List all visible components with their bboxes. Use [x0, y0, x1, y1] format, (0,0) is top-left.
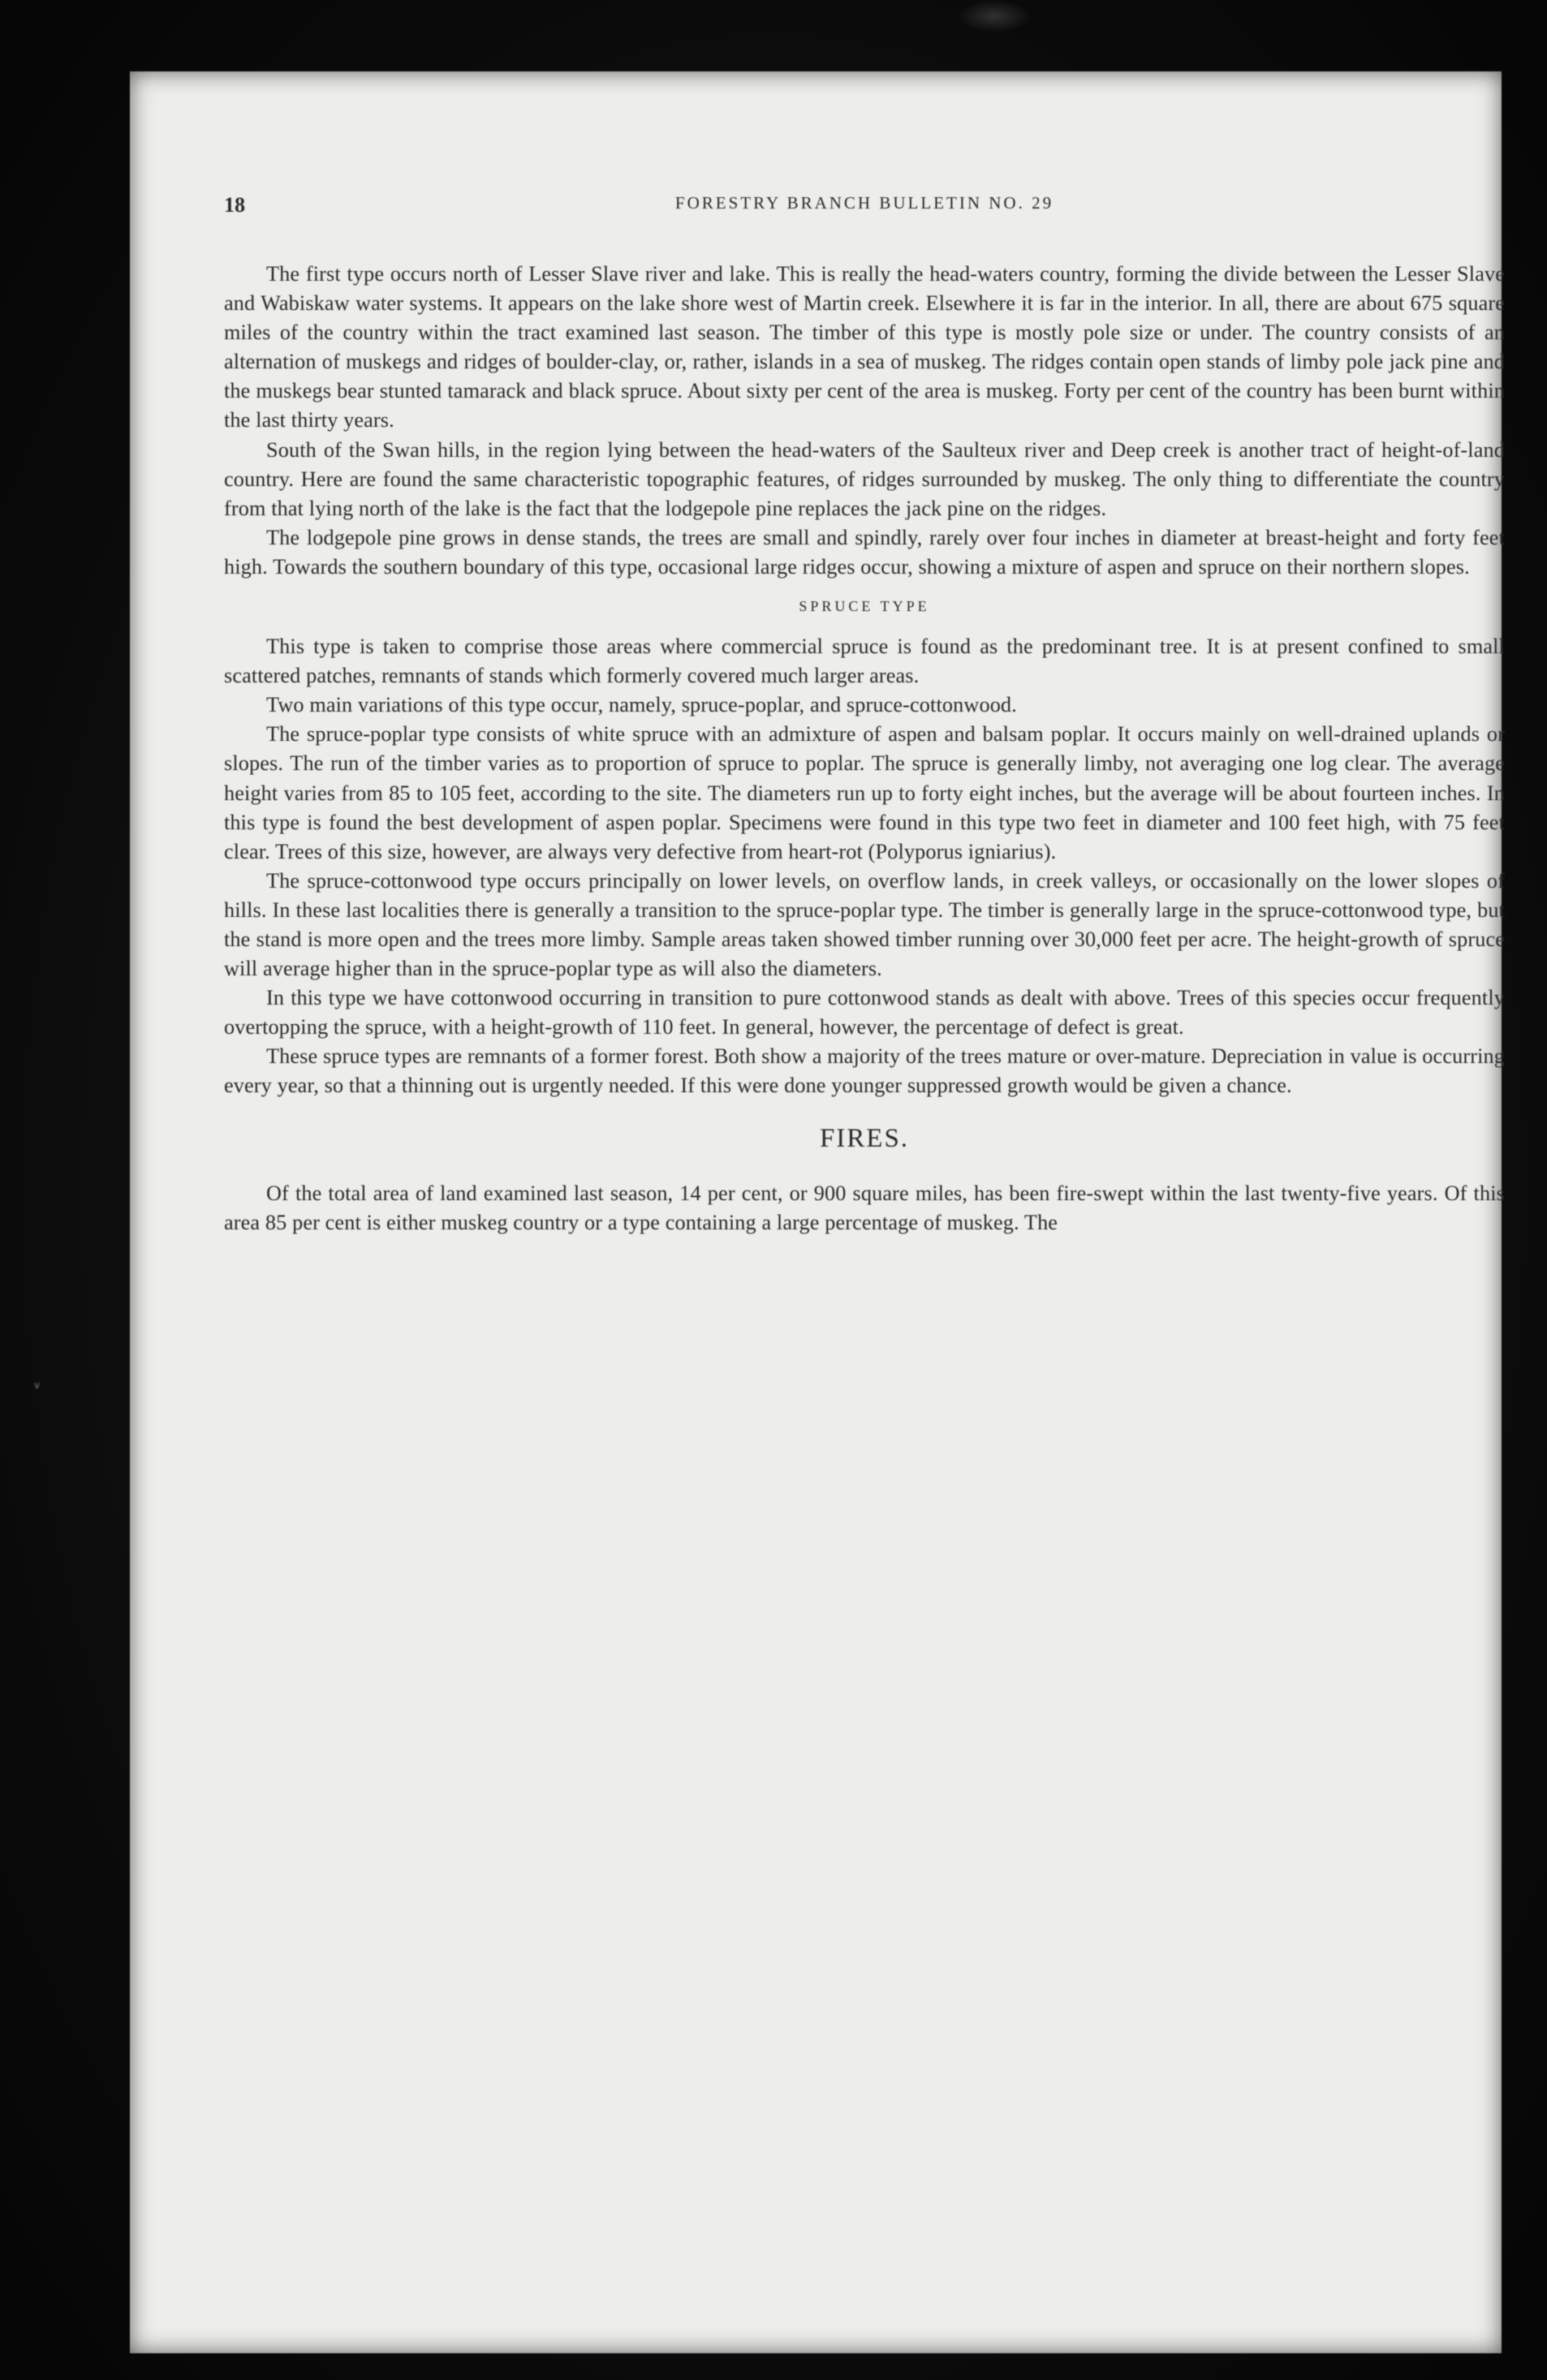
paragraph: The spruce-poplar type consists of white spruce with an admixture of aspen and balsam poplar. It occurs mainly on well-drained uplands or slopes. The run of the timber varies as to proportion of spruce to poplar. The spruce is generally limby, not averaging one log clear. The average height varies from 85 to 105 feet, according to the site. The diameters run up to forty eight inches, but the average will be about fourteen inches. In this type is found the best development of aspen poplar. Specimens were found in this type two feet in diameter and 100 feet high, with 75 feet clear. Trees of this size, however, are always very defective from heart-rot (Polyporus igniarius). [224, 722, 1505, 863]
paragraph: The first type occurs north of Lesser Slave river and lake. This is really the head-waters country, forming the divide between the Lesser Slave and Wabiskaw water systems. It appears on the lake shore west of Martin creek. Elsewhere it is far in the interior. In all, there are about 675 square miles of the country within the tract examined last season. The timber of this type is mostly pole size or under. The country consists of an alternation of muskegs and ridges of boulder-clay, or, rather, islands in a sea of muskeg. The ridges contain open stands of limby pole jack pine and the muskegs bear stunted tamarack and black spruce. About sixty per cent of the area is muskeg. Forty per cent of the country has been burnt within the last thirty years. [224, 262, 1505, 433]
paragraph: In this type we have cottonwood occurring in transition to pure cottonwood stands as dealt with above. Trees of this species occur frequently overtopping the spruce, with a height-growth of 110 feet. In general, however, the percentage of defect is great. [224, 986, 1505, 1039]
paragraph: This type is taken to comprise those areas where commercial spruce is found as the predominant tree. It is at present confined to small scattered patches, remnants of stands which formerly covered much larger areas. [224, 635, 1505, 688]
body-text [224, 260, 1505, 1237]
paragraph: Of the total area of land examined last season, 14 per cent, or 900 square miles, has been fire-swept within the last twenty-five years. Of this area 85 per cent is either muskeg country or a type containing a large percentage of muskeg. The [224, 1181, 1505, 1234]
page-number: 18 [224, 193, 245, 217]
paragraph: The lodgepole pine grows in dense stands, the trees are small and spindly, rarely over four inches in diameter at breast-height and forty feet high. Towards the southern boundary of this type, occasional large ridges occur, showing a mixture of aspen and spruce on their northern slopes. [224, 525, 1505, 579]
paragraph: These spruce types are remnants of a former forest. Both show a majority of the trees mature or over-mature. Depreciation in value is occurring every year, so that a thinning out is urgently needed. If this were done younger suppressed growth would be given a chance. [224, 1044, 1505, 1098]
section-heading-spruce-type: SPRUCE TYPE [799, 598, 930, 615]
paragraph: Two main variations of this type occur, namely, spruce-poplar, and spruce-cottonwood. [266, 693, 1017, 717]
running-head: FORESTRY BRANCH BULLETIN NO. 29 [674, 193, 1054, 213]
paragraph: South of the Swan hills, in the region lying between the head-waters of the Saulteux river and Deep creek is another tract of height-of-land country. Here are found the same characteristic topographic features, of ridges surrounded by muskeg. The only thing to differentiate the country from that lying north of the lake is the fact that the lodgepole pine replaces the jack pine on the ridges. [224, 437, 1505, 520]
paragraph: The spruce-cottonwood type occurs principally on lower levels, on overflow lands, in creek valleys, or occasionally on the lower slopes of hills. In these last localities there is generally a transition to the spruce-poplar type. The timber is generally large in the spruce-cottonwood type, but the stand is more open and the trees more limby. Sample areas taken showed timber running over 30,000 feet per acre. The height-growth of spruce will average higher than in the spruce-poplar type as will also the diameters. [224, 868, 1505, 981]
page-header [224, 193, 1505, 226]
section-heading-fires: FIRES. [819, 1123, 910, 1153]
margin-mark: v [34, 1379, 41, 1391]
scan-smudge [958, 0, 1031, 32]
